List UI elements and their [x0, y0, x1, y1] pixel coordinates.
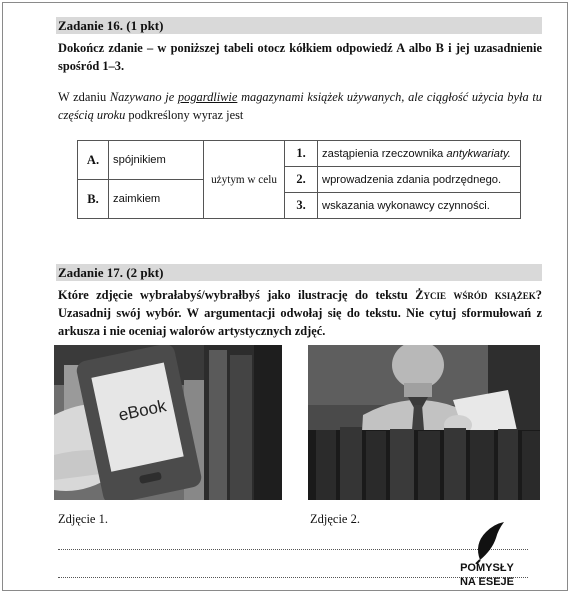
task17-question: Które zdjęcie wybrałabyś/wybrałbyś jako ilustrację do tekstu Życie wśród książek? Uzasadnij swój wybór. W argumentacji odwołaj się do tekstu. Nie cytuj sformułowań z arkusza i nie oceniaj walorów artystycznych zdjęć. — [58, 288, 542, 338]
middle-cell: użytym w celu — [204, 141, 285, 219]
reason-1-text: zastąpienia rzeczownika antykwariaty. — [318, 141, 521, 167]
task16-header: Zadanie 16. (1 pkt) — [56, 17, 542, 34]
answer-table — [77, 140, 521, 219]
logo-line-1: POMYSŁY — [460, 562, 514, 574]
reason-3-text: wskazania wykonawcy czynności. — [318, 193, 521, 219]
photo-1-caption: Zdjęcie 1. — [58, 512, 108, 526]
task17-header: Zadanie 17. (2 pkt) — [56, 264, 542, 281]
task16-sentence — [58, 88, 542, 124]
quill-icon — [452, 520, 522, 564]
option-b-letter[interactable]: B. — [78, 180, 109, 219]
ereader-screen-label: eBook — [116, 396, 168, 425]
text-title: Życie wśród książek — [415, 288, 536, 302]
option-a-letter[interactable]: A. — [78, 141, 109, 180]
option-a-text: spójnikiem — [109, 141, 204, 180]
reason-2-number[interactable]: 2. — [285, 167, 318, 193]
pomysly-na-eseje-logo — [452, 520, 522, 592]
sentence-underlined-word: pogardliwie — [177, 90, 238, 104]
photo-2-caption: Zdjęcie 2. — [310, 512, 360, 526]
reason-1-number[interactable]: 1. — [285, 141, 318, 167]
reason-3-number[interactable]: 3. — [285, 193, 318, 219]
sentence-italic-1: Nazywano je — [109, 90, 178, 104]
option-b-text: zaimkiem — [109, 180, 204, 219]
photo-1-ereader — [54, 345, 282, 500]
sentence-prefix: W zdaniu — [58, 90, 110, 104]
sentence-suffix: podkreślony wyraz jest — [125, 108, 244, 122]
logo-line-2: NA ESEJE — [459, 576, 514, 588]
reason-2-text: wprowadzenia zdania podrzędnego. — [318, 167, 521, 193]
task16-instruction: Dokończ zdanie – w poniższej tabeli otocz kółkiem odpowiedź A albo B i jej uzasadnienie spośród 1–3. — [58, 41, 542, 73]
photo-2-reader — [308, 345, 540, 500]
sentence-italic-2: magazynami książek używanych, ale ciągłość użycia była tu częścią uroku — [58, 90, 542, 122]
